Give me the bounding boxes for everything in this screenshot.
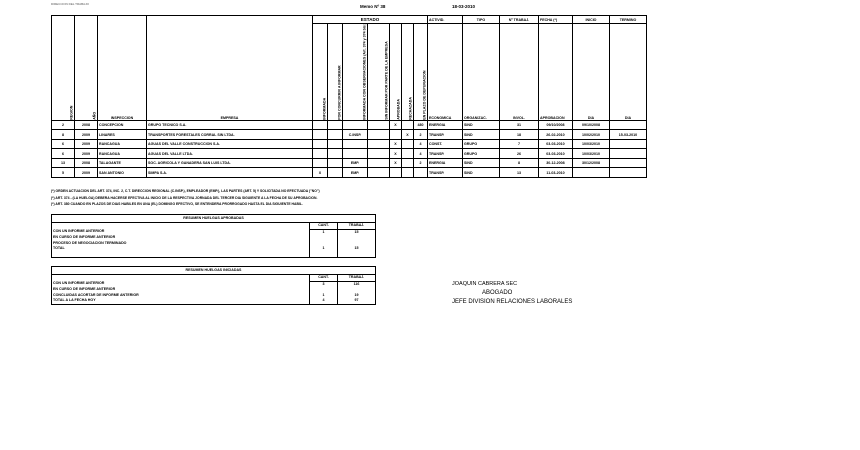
cell-region: 6 xyxy=(52,149,75,159)
summary-approved-cant-header: CANT. xyxy=(310,223,338,230)
cell-inspeccion: TALAGANTE xyxy=(98,158,147,168)
cell-region: 5 xyxy=(52,168,75,178)
cell-estado: X xyxy=(313,168,328,178)
summary-label: CON UN INFORME ANTERIOR xyxy=(53,229,105,234)
col-estado-sin-informar: SIN INFORMAR POR PARTE DE LA EMPRESA xyxy=(368,24,390,121)
cell-fecha: 03-03-2010 xyxy=(539,149,573,159)
cell-estado xyxy=(402,139,414,149)
cell-estado: 4 xyxy=(414,139,428,149)
table-row xyxy=(52,130,647,140)
cell-inspeccion: RANCAGUA xyxy=(98,139,147,149)
cell-estado xyxy=(402,158,414,168)
summary-label: TOTAL A LA FECHA HOY xyxy=(53,298,96,302)
summary-label: TOTAL xyxy=(53,246,65,250)
cell-termino: 15-03-2010 xyxy=(610,130,647,140)
cell-estado: X xyxy=(390,139,402,149)
col-fecha-bottom: APROBACION xyxy=(539,24,573,121)
table-row xyxy=(52,168,647,178)
note-2: (*) ART. 374 - (LA HUELGA) DEBERA HACERSE EFECTIVA AL INICIO DE LA RESPECTIVA JORNADA DEL TERCER DIA SIGUIENTE A LA FECHA DE SU APROBACION. xyxy=(51,195,318,200)
cell-tipo: SIND xyxy=(463,130,500,140)
corner-label: DIRECCION DEL TRABAJO xyxy=(51,2,90,6)
summary-cant: 1 xyxy=(310,229,338,235)
cell-estado xyxy=(313,130,328,140)
summary-label: CONCLUIDAS ACORTAR DE INFORME ANTERIOR xyxy=(53,292,139,297)
col-estado-por-concurrir: POR CONCURRIR A INFORMAR xyxy=(328,24,343,121)
notes-section xyxy=(51,188,320,208)
cell-actividad: TRANSP. xyxy=(428,168,463,178)
cell-termino xyxy=(610,168,647,178)
table-row xyxy=(52,139,647,149)
cell-region: 13 xyxy=(52,158,75,168)
summary-trabaj: 19 xyxy=(338,293,376,299)
summary-cant: 3 xyxy=(310,281,338,287)
cell-empresa: AGUAS DEL VALLE LTDA. xyxy=(147,149,313,159)
cell-region: 6 xyxy=(52,139,75,149)
cell-trabaj: 8 xyxy=(500,158,539,168)
memo-number: Memo Nº 38 xyxy=(360,4,386,9)
signature-title: ABOGADO xyxy=(482,290,513,296)
signature-position: JEFE DIVISION RELACIONES LABORALES xyxy=(452,299,573,305)
cell-estado: EMP. xyxy=(343,158,368,168)
cell-estado xyxy=(313,120,328,130)
cell-tipo: SIND xyxy=(463,120,500,130)
cell-ano: 2009 xyxy=(75,139,98,149)
summary-label: EN CURSO DE INFORME ANTERIOR xyxy=(53,235,116,239)
col-trabaj-bottom: INVOL. xyxy=(500,24,539,121)
cell-estado: 480 xyxy=(414,120,428,130)
cell-estado xyxy=(313,158,328,168)
cell-region: 2 xyxy=(52,120,75,130)
col-estado-informada: INFORMADA xyxy=(313,24,328,121)
cell-estado xyxy=(390,168,402,178)
summary-label: CON UN INFORME ANTERIOR xyxy=(53,281,105,286)
cell-estado xyxy=(368,120,390,130)
cell-estado xyxy=(328,139,343,149)
cell-region: 8 xyxy=(52,130,75,140)
cell-inspeccion: RANCAGUA xyxy=(98,149,147,159)
cell-estado xyxy=(313,149,328,159)
cell-estado xyxy=(328,149,343,159)
summary-started-trabaj-header: TRABAJ. xyxy=(338,275,376,282)
cell-estado xyxy=(368,168,390,178)
col-tipo-bottom: ORGANIZAC. xyxy=(463,24,500,121)
cell-trabaj: 26 xyxy=(500,149,539,159)
cell-tipo: GRUPO xyxy=(463,149,500,159)
col-actividad-top: ACTIVID. xyxy=(428,16,463,24)
cell-inicio: 30/12/2008 xyxy=(573,158,610,168)
cell-actividad: CONST. xyxy=(428,139,463,149)
cell-termino xyxy=(610,120,647,130)
cell-inicio: 10/03/2010 xyxy=(573,139,610,149)
cell-estado: 2 xyxy=(414,130,428,140)
summary-row xyxy=(52,298,376,304)
table-row xyxy=(52,120,647,130)
cell-inicio: 10/02/2010 xyxy=(573,130,610,140)
cell-estado: X xyxy=(390,149,402,159)
summary-started-title: RESUMEN HUELGAS INICIADAS xyxy=(52,267,376,275)
cell-termino xyxy=(610,149,647,159)
cell-tipo: SIND xyxy=(463,168,500,178)
cell-actividad: ENERGIA xyxy=(428,120,463,130)
cell-ano: 2009 xyxy=(75,130,98,140)
col-estado-rechazada: RECHAZADA xyxy=(402,24,414,121)
summary-cant: 1 xyxy=(310,293,338,299)
cell-empresa: TRANSPORTES FORESTALES CORRAL SIN LTDA. xyxy=(147,130,313,140)
cell-estado xyxy=(368,139,390,149)
cell-inicio: 10/03/2010 xyxy=(573,149,610,159)
cell-tipo: GRUPO xyxy=(463,139,500,149)
cell-estado xyxy=(402,149,414,159)
cell-empresa: SIMPA S.A. xyxy=(147,168,313,178)
col-estado-aprobada: APROBADA xyxy=(390,24,402,121)
col-empresa: EMPRESA xyxy=(147,16,313,121)
signature-name: JOAQUIN CABRERA SEC xyxy=(452,281,518,287)
cell-actividad: ENERGIA xyxy=(428,158,463,168)
cell-estado xyxy=(414,168,428,178)
col-trabaj-top: Nº TRABAJ. xyxy=(500,16,539,24)
col-tipo-top: TIPO xyxy=(463,16,500,24)
cell-estado xyxy=(313,139,328,149)
cell-estado: X xyxy=(402,130,414,140)
col-actividad-bottom: ECONOMICA xyxy=(428,24,463,121)
strike-table xyxy=(51,15,647,178)
summary-trabaj: 116 xyxy=(338,281,376,287)
summary-approved-trabaj-header: TRABAJ. xyxy=(338,223,376,230)
cell-estado xyxy=(328,168,343,178)
col-estado-group: ESTADO xyxy=(313,16,428,24)
col-inicio-bottom: DIA xyxy=(573,24,610,121)
cell-estado xyxy=(328,120,343,130)
cell-inspeccion: SAN ANTONIO xyxy=(98,168,147,178)
cell-empresa: GRUPO TECNICO S.A. xyxy=(147,120,313,130)
cell-ano: 2009 xyxy=(75,168,98,178)
note-1: (*) ORDEN ACTUACION DEL ART. 374, INC. 2, C.T. DIRECCION REGIONAL (C.INSP.), EMPLEADOR (EMP.), LAS PARTES (ART. 5) Y SOLICITADA NO EFECTUADA ("NO") xyxy=(51,189,320,193)
summary-started-cant-header: CANT. xyxy=(310,275,338,282)
cell-actividad: TRANSP. xyxy=(428,130,463,140)
summary-started-table xyxy=(51,266,376,305)
col-inicio-top: INICIO xyxy=(573,16,610,24)
col-region: REGION xyxy=(52,16,75,121)
cell-estado xyxy=(368,158,390,168)
summary-approved-table xyxy=(51,214,376,258)
summary-approved-title: RESUMEN HUELGAS APROBADAS xyxy=(52,215,376,223)
summary-label: PROCESO DE NEGOCIACION TERMINADO xyxy=(53,240,127,245)
summary-trabaj: 97 xyxy=(338,298,376,304)
memo-date: 18-03-2010 xyxy=(452,4,476,9)
cell-estado xyxy=(390,130,402,140)
cell-estado xyxy=(368,130,390,140)
cell-estado xyxy=(343,139,368,149)
cell-fecha: 26-02-2010 xyxy=(539,130,573,140)
cell-termino xyxy=(610,139,647,149)
cell-ano: 2009 xyxy=(75,149,98,159)
summary-trabaj: 15 xyxy=(338,246,376,252)
cell-tipo: SIND xyxy=(463,158,500,168)
cell-trabaj: 18 xyxy=(500,130,539,140)
signature-block xyxy=(452,280,572,307)
cell-empresa: SOC. AGRICOLA Y GANADERA SAN LUIS LTDA. xyxy=(147,158,313,168)
cell-estado xyxy=(402,168,414,178)
cell-trabaj: 7 xyxy=(500,139,539,149)
cell-estado: 2 xyxy=(414,158,428,168)
cell-estado xyxy=(343,120,368,130)
summary-cant: 1 xyxy=(310,246,338,252)
cell-ano: 2008 xyxy=(75,120,98,130)
col-termino-top: TERMINO xyxy=(610,16,647,24)
cell-fecha: 30-12-2008 xyxy=(539,158,573,168)
cell-empresa: AGUAS DEL VALLE CONSTRUCCION S.A. xyxy=(147,139,313,149)
cell-fecha: 11-03-2010 xyxy=(539,168,573,178)
col-inspeccion: INSPECCION xyxy=(98,16,147,121)
summary-label: EN CURSO DE INFORME ANTERIOR xyxy=(53,287,116,291)
table-row xyxy=(52,149,647,159)
cell-estado: C.INSP. xyxy=(343,130,368,140)
cell-trabaj: 13 xyxy=(500,168,539,178)
cell-estado: EMP. xyxy=(343,168,368,178)
cell-inspeccion: LINARES xyxy=(98,130,147,140)
note-3: (*) ART. 380 CUANDO EN PLAZOS DE DIAS HABILES EN UNA (EL) DOMINGO EFECTIVO, SE ENTENDERA PRORROGADO HASTA EL DIA SIGUIENTE HABIL. xyxy=(51,202,303,206)
col-fecha-top: FECHA (*) xyxy=(539,16,573,24)
table-row xyxy=(52,158,647,168)
col-estado-observaciones: INFORMADA CON OBSERVACIONES (Art. 374 y 374 bis) xyxy=(343,24,368,121)
cell-estado xyxy=(402,120,414,130)
cell-termino xyxy=(610,158,647,168)
cell-estado xyxy=(368,149,390,159)
col-termino-bottom: DIA xyxy=(610,24,647,121)
cell-estado xyxy=(343,149,368,159)
summary-cant: 4 xyxy=(310,298,338,304)
summary-trabaj: 15 xyxy=(338,229,376,235)
cell-estado: 4 xyxy=(414,149,428,159)
col-ano: AÑO xyxy=(75,16,98,121)
cell-inicio: 09/10/2008 xyxy=(573,120,610,130)
cell-estado: X xyxy=(390,158,402,168)
cell-inicio xyxy=(573,168,610,178)
col-estado-depuracion: EN PLAZO DE DEPURACION xyxy=(414,24,428,121)
cell-fecha: 03-03-2010 xyxy=(539,139,573,149)
cell-inspeccion: CONCEPCION xyxy=(98,120,147,130)
cell-trabaj: 31 xyxy=(500,120,539,130)
cell-actividad: TRANSP. xyxy=(428,149,463,159)
cell-ano: 2008 xyxy=(75,158,98,168)
cell-fecha: 09/10/2008 xyxy=(539,120,573,130)
cell-estado xyxy=(328,130,343,140)
cell-estado xyxy=(328,158,343,168)
cell-estado: X xyxy=(390,120,402,130)
